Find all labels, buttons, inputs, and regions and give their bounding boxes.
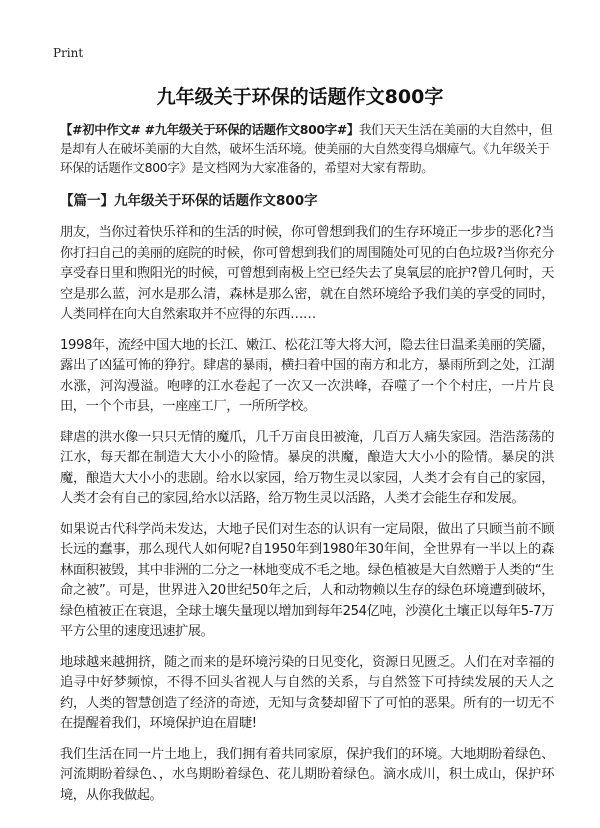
intro-text: 我们天天生活在美丽的大自然中，但是却有人在破坏美丽的大自然，破坏生活环境。使美丽的大自然变得乌烟瘴气。《九年级关于环保的话题作文800字》是文档网为大家准备的，希望对大家有帮助。 [60,122,553,175]
paragraph-5: 地球越来越拥挤，随之而来的是环境污染的日见变化，资源日见匮乏。人们在对幸福的追寻中好梦频惊，不得不回头省视人与自然的关系，与自然签下可持续发展的天人之约，人类的智慧创造了经济的奇迹，无知与贪婪却留下了可怕的恶果。所有的一切无不在提醒着我们，环境保护迫在眉睫! [60,654,554,731]
paragraph-6: 我们生活在同一片土地上，我们拥有着共同家原，保护我们的环境。大地期盼着绿色、河流期盼着绿色、，水鸟期盼着绿色、花儿期盼着绿色。滴水成川，积土成山，保护环境，从你我做起。 [60,746,554,803]
paragraph-4: 如果说古代科学尚未发达，大地子民们对生态的认识有一定局限，做出了只顾当前不顾长远的蠢事，那么现代人如何呢?自1950年到1980年30年间，全世界有一半以上的森林面积被毁，其中非洲的二分之一林地变成不毛之地。绿色植被是大自然赠于人类的“生命之被”。可是，世界进入20世纪50年之后，人和动物赖以生存的绿色环境遭到破坏，绿色植被正在衰退，全球土壤失量现以增加到每年254亿吨，沙漠化土壤正以每年5-7万平方公里的速度迅速扩展。 [60,521,554,639]
article-body [60,120,554,816]
paragraph-1: 朋友，当你过着快乐祥和的生活的时候，你可曾想到我们的生存环境正一步步的恶化?当你打扫自己的美丽的庭院的时候，你可曾想到我们的周围随处可见的白色垃圾?当你充分享受春日里和煦阳光的时候，可曾想到南极上空已经失去了臭氧层的庇护?曾几何时，天空是那么蓝，河水是那么清，森林是那么密，就在自然环境给予我们美的享受的同时，人类同样在向大自然索取并不应得的东西…… [60,225,554,322]
intro-paragraph [60,120,554,177]
paragraph-3: 肆虐的洪水像一只只无情的魔爪，几千万亩良田被淹，几百万人痛失家园。浩浩荡荡的江水，每天都在制造大大小小的险情。暴戾的洪魔，酿造大大小小的险情。暴戾的洪魔，酿造大大小小的悲剧。给水以家园，给万物生灵以家园，人类才会有自己的家园，人类才会有自己的家园,给水以活路，给万物生灵以活路，人类才会能生存和发展。 [60,429,554,506]
intro-tag: 【#初中作文# #九年级关于环保的话题作文800字#】 [60,122,360,137]
section-heading: 【篇一】九年级关于环保的话题作文800字 [60,193,318,209]
paragraph-2: 1998年，流经中国大地的长江、嫩江、松花江等大将大河，隐去往日温柔美丽的笑靥，露出了凶猛可怖的狰狞。肆虐的暴雨，横扫着中国的南方和北方，暴雨所到之处，江湖水涨，河沟漫溢。咆哮的江水卷起了一次又一次洪峰，吞噬了一个个村庄，一片片良田，一个个市县，一座座工厂，一所所学校。 [60,337,554,414]
article-title: 九年级关于环保的话题作文800字 [156,86,444,108]
print-link[interactable]: Print [53,46,84,60]
